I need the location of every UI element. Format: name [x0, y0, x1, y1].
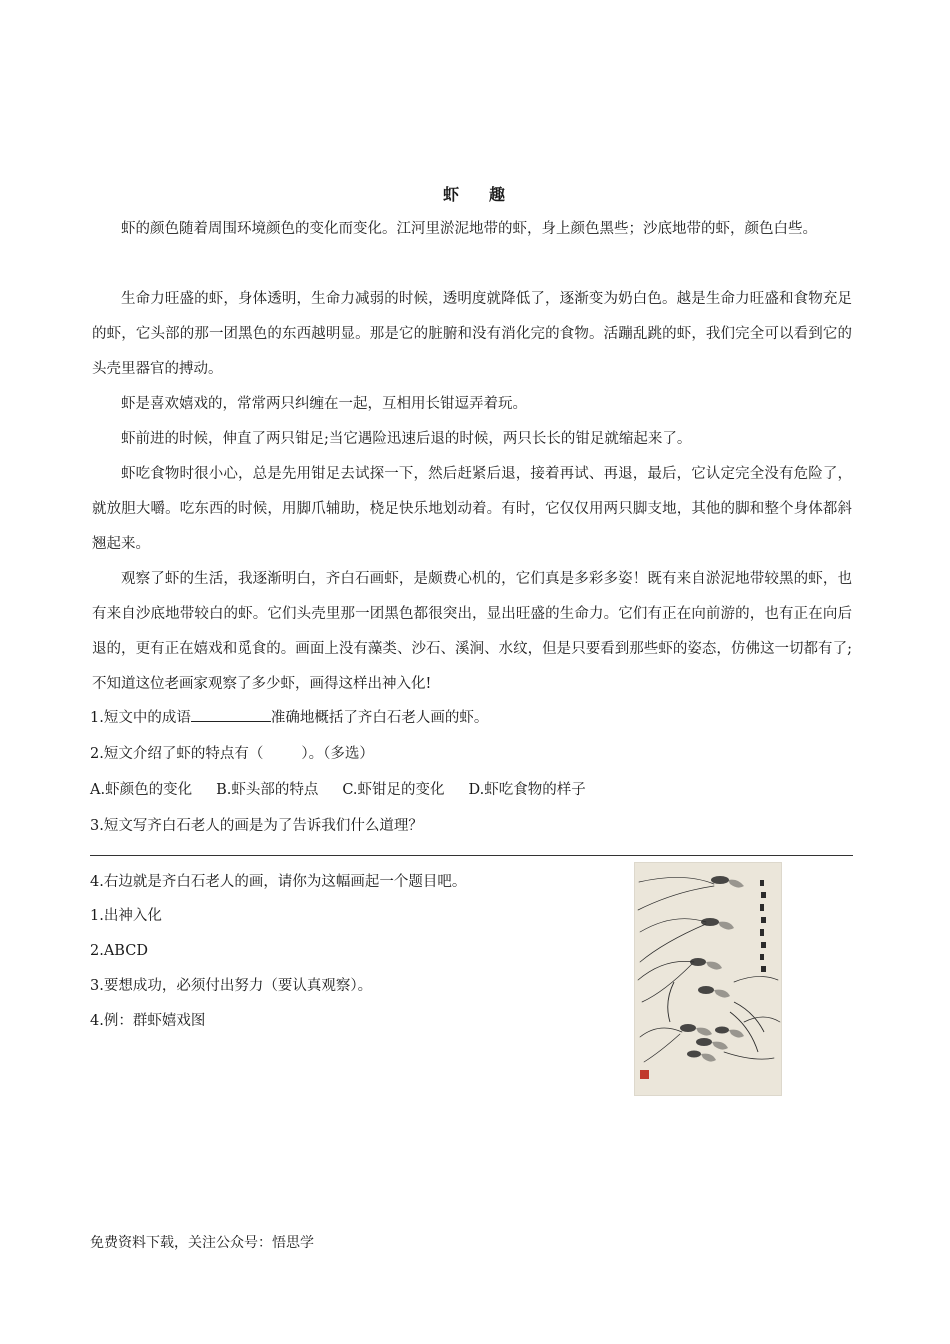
answer-3: 3.要想成功，必须付出努力（要认真观察）。	[90, 978, 373, 994]
paragraph-4: 虾前进的时候，伸直了两只钳足;当它遇险迅速后退的时候，两只长长的钳足就缩起来了。	[121, 431, 692, 447]
paragraph-3: 虾是喜欢嬉戏的，常常两只纠缠在一起，互相用长钳逗弄着玩。	[121, 396, 527, 412]
shrimp-painting-icon	[634, 862, 782, 1096]
paragraph-2: 生命力旺盛的虾，身体透明，生命力减弱的时候，透明度就降低了，逐渐变为奶白色。越是生命力旺盛和食物充足的虾，它头部的那一团黑色的东西越明显。那是它的脏腑和没有消化完的食物。活蹦乱跳的虾，我们完全可以看到它的头壳里器官的搏动。	[92, 291, 852, 377]
option-a[interactable]: A.虾颜色的变化	[90, 782, 193, 798]
question-2	[90, 742, 374, 766]
title-char-1: 虾	[442, 185, 461, 204]
answer-4: 4.例：群虾嬉戏图	[90, 1013, 206, 1029]
paragraph-5: 虾吃食物时很小心，总是先用钳足去试探一下，然后赶紧后退，接着再试、再退，最后，它认定完全没有危险了，就放胆大嚼。吃东西的时候，用脚爪辅助，桡足快乐地划动着。有时，它仅仅用两只脚支地，其他的脚和整个身体都斜翘起来。	[92, 466, 852, 552]
page-title	[0, 182, 950, 205]
option-d[interactable]: D.虾吃食物的样子	[468, 782, 586, 798]
question-4: 4.右边就是齐白石老人的画，请你为这幅画起一个题目吧。	[90, 874, 467, 890]
question-2-text: 2.短文介绍了虾的特点有（	[90, 746, 264, 762]
footer-note: 免费资料下载，关注公众号：悟思学	[90, 1235, 314, 1251]
paragraph-6: 观察了虾的生活，我逐渐明白，齐白石画虾，是颇费心机的，它们真是多彩多姿！既有来自淤泥地带较黑的虾，也有来自沙底地带较白的虾。它们头壳里那一团黑色都很突出，显出旺盛的生命力。它们有正在向前游的，也有正在向后退的，更有正在嬉戏和觅食的。画面上没有藻类、沙石、溪涧、水纹，但是只要看到那些虾的姿态，仿佛这一切都有了;不知道这位老画家观察了多少虾，画得这样出神入化!	[92, 571, 852, 692]
option-c[interactable]: C.虾钳足的变化	[342, 782, 445, 798]
option-b[interactable]: B.虾头部的特点	[216, 782, 319, 798]
question-2-text-end: ）。（多选）	[301, 746, 374, 762]
question-1	[90, 706, 488, 730]
divider-line	[90, 855, 853, 856]
question-1-text-end: 准确地概括了齐白石老人画的虾。	[270, 710, 489, 726]
answer-blank[interactable]	[191, 707, 271, 722]
shrimp-painting-image	[634, 862, 782, 1096]
answer-2: 2.ABCD	[90, 943, 148, 959]
title-char-2: 趣	[489, 185, 508, 204]
question-2-options	[90, 778, 610, 802]
question-1-text: 1.短文中的成语	[90, 710, 191, 726]
question-3: 3.短文写齐白石老人的画是为了告诉我们什么道理？	[90, 818, 423, 834]
answer-1: 1.出神入化	[90, 908, 162, 924]
paragraph-1: 虾的颜色随着周围环境颜色的变化而变化。江河里淤泥地带的虾，身上颜色黑些；沙底地带的虾，颜色白些。	[121, 221, 817, 237]
